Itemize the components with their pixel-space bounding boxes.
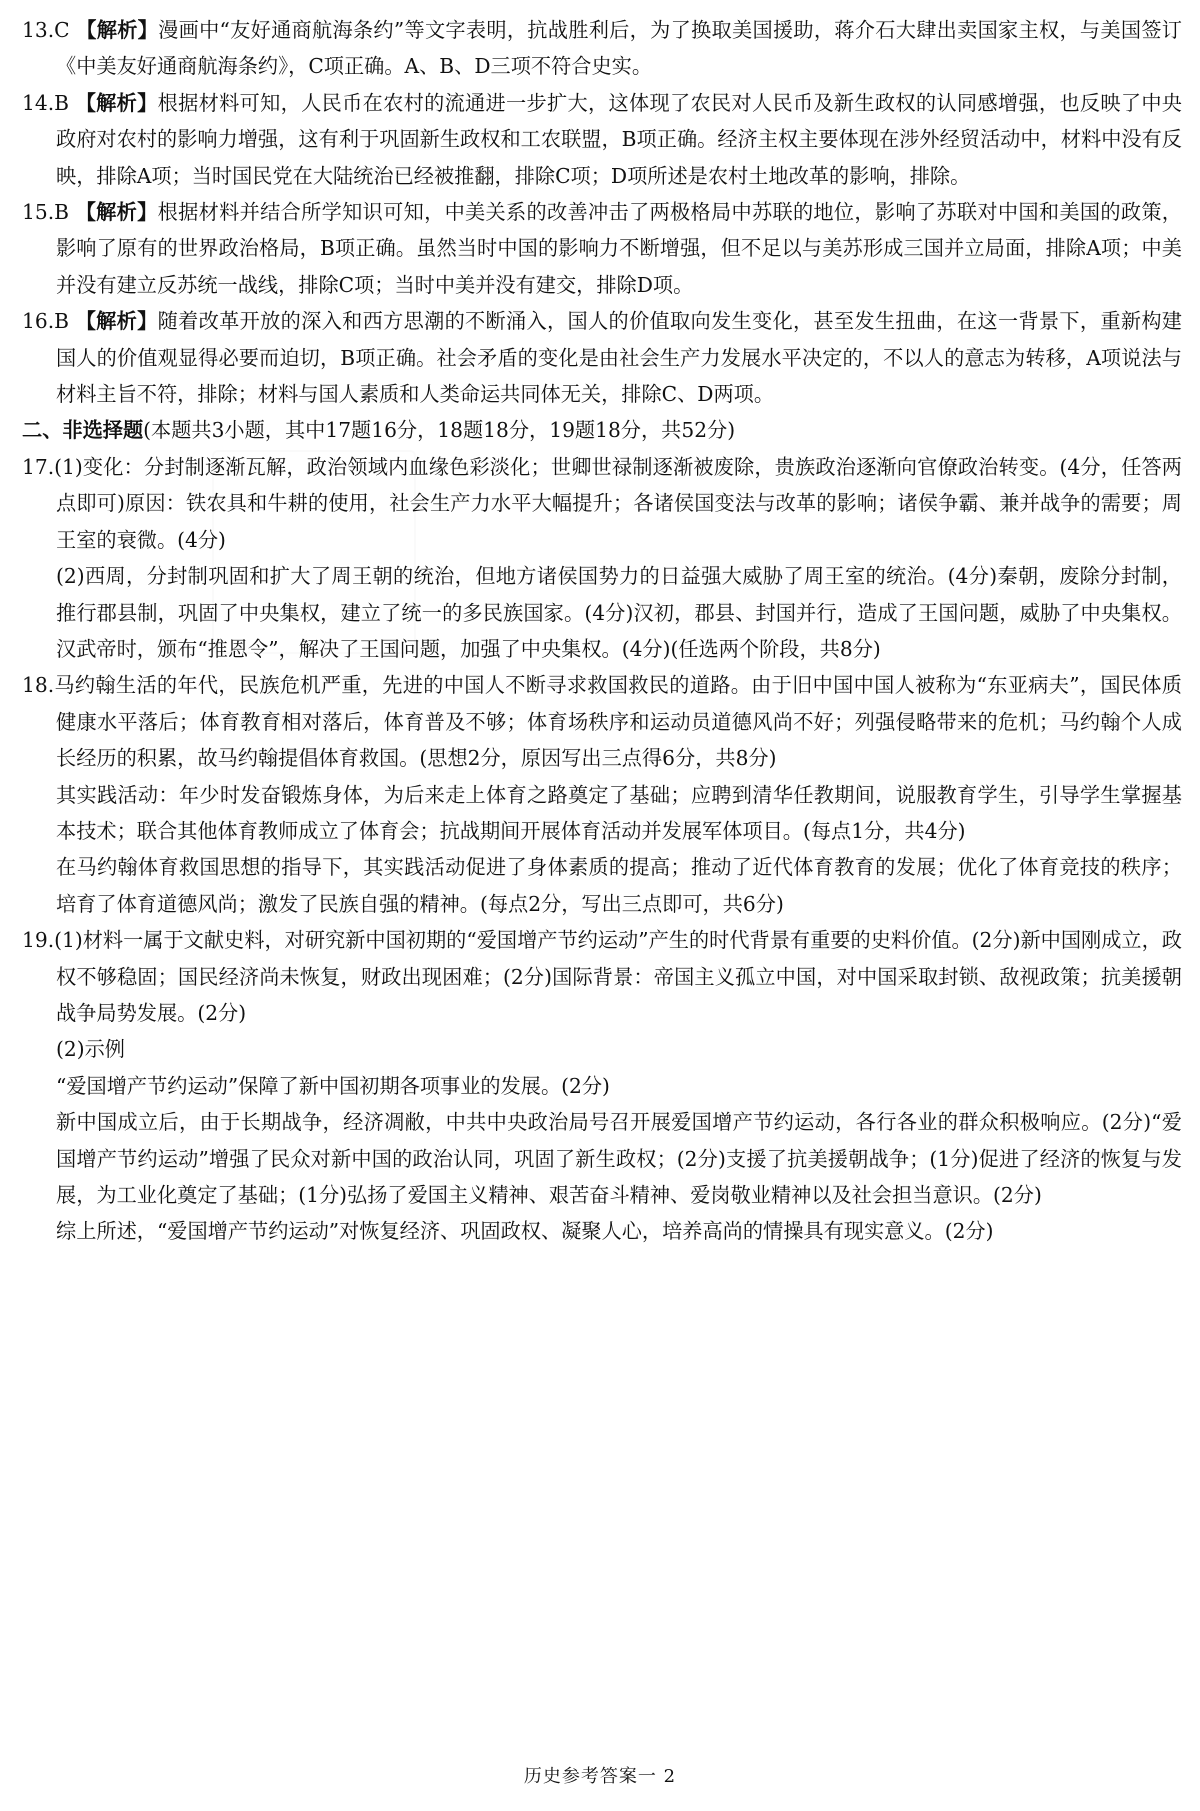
answer-item-13	[22, 12, 1182, 85]
answer-item-17-part-1	[22, 449, 1182, 558]
answer-item-17-part-2: (2)西周，分封制巩固和扩大了周王朝的统治，但地方诸侯国势力的日益强大威胁了周王室的统治。(4分)秦朝，废除分封制，推行郡县制，巩固了中央集权，建立了统一的多民族国家。(4分)汉初，郡县、封国并行，造成了王国问题，威胁了中央集权。汉武帝时，颁布“推恩令”，解决了王国问题，加强了中央集权。(4分)(任选两个阶段，共8分)	[56, 564, 1182, 661]
answer-item-19-part-3: “爱国增产节约运动”保障了新中国初期各项事业的发展。(2分)	[56, 1073, 610, 1098]
item-text: 马约翰生活的年代，民族危机严重，先进的中国人不断寻求救国救民的道路。由于旧中国中国人被称为“东亚病夫”，国民体质健康水平落后；体育教育相对落后，体育普及不够；体育场秩序和运动员道德风尚不好；列强侵略带来的危机；马约翰个人成长经历的积累，故马约翰提倡体育救国。(思想2分，原因写出三点得6分，共8分)	[54, 673, 1182, 771]
analysis-tag: 【解析】	[75, 200, 158, 225]
item-text: 根据材料可知，人民币在农村的流通进一步扩大，这体现了农民对人民币及新生政权的认同感增强，也反映了中央政府对农村的影响力增强，这有利于巩固新生政权和工农联盟，B项正确。经济主权主要体现在涉外经贸活动中，材料中没有反映，排除A项；当时国民党在大陆统治已经被推翻，排除C项；D项所述是农村土地改革的影响，排除。	[56, 90, 1182, 188]
answer-item-15	[22, 194, 1182, 303]
section-heading	[22, 412, 1182, 448]
analysis-tag: 【解析】	[75, 309, 158, 334]
analysis-tag: 【解析】	[75, 90, 158, 115]
answer-item-18-part-3: 在马约翰体育救国思想的指导下，其实践活动促进了身体素质的提高；推动了近代体育教育的发展；优化了体育竞技的秩序；培育了体育道德风尚；激发了民族自强的精神。(每点2分，写出三点即可，共6分)	[56, 855, 1182, 916]
item-text: 随着改革开放的深入和西方思潮的不断涌入，国人的价值取向发生变化，甚至发生扭曲，在这一背景下，重新构建国人的价值观显得必要而迫切，B项正确。社会矛盾的变化是由社会生产力发展水平决定的，不以人的意志为转移，A项说法与材料主旨不符，排除；材料与国人素质和人类命运共同体无关，排除C、D两项。	[56, 309, 1182, 407]
item-text: 根据材料并结合所学知识可知，中美关系的改善冲击了两极格局中苏联的地位，影响了苏联对中国和美国的政策，影响了原有的世界政治格局，B项正确。虽然当时中国的影响力不断增强，但不足以与美苏形成三国并立局面，排除A项；中美并没有建立反苏统一战线，排除C项；当时中美并没有建交，排除D项。	[56, 200, 1182, 297]
analysis-tag: 【解析】	[76, 18, 159, 42]
item-number: 18.	[22, 673, 55, 698]
item-text: 漫画中“友好通商航海条约”等文字表明，抗战胜利后，为了换取美国援助，蒋介石大肆出卖国家主权，与美国签订《中美友好通商航海条约》，C项正确。A、B、D三项不符合史实。	[56, 18, 1182, 79]
item-number: 19.	[22, 928, 55, 953]
item-number: 13.C	[22, 18, 70, 42]
answer-item-18-part-1	[22, 667, 1182, 776]
answer-item-19-part-4: 新中国成立后，由于长期战争，经济凋敝，中共中央政治局号召开展爱国增产节约运动，各行各业的群众积极响应。(2分)“爱国增产节约运动”增强了民众对新中国的政治认同，巩固了新生政权；(2分)支援了抗美援朝战争；(1分)促进了经济的恢复与发展，为工业化奠定了基础；(1分)弘扬了爱国主义精神、艰苦奋斗精神、爱岗敬业精神以及社会担当意识。(2分)	[56, 1110, 1182, 1207]
answer-item-19-part-2: (2)示例	[56, 1037, 125, 1062]
item-number: 14.B	[22, 90, 69, 115]
section-title: 二、非选择题	[22, 418, 144, 443]
answer-item-18-part-2: 其实践活动：年少时发奋锻炼身体，为后来走上体育之路奠定了基础；应聘到清华任教期间，说服教育学生，引导学生掌握基本技术；联合其他体育教师成立了体育会；抗战期间开展体育活动并发展军体项目。(每点1分，共4分)	[56, 782, 1182, 843]
answer-item-19-part-5: 综上所述，“爱国增产节约运动”对恢复经济、巩固政权、凝聚人心，培养高尚的情操具有现实意义。(2分)	[56, 1219, 994, 1244]
page-footer: 历史参考答案一 2	[523, 1766, 677, 1787]
answer-item-14	[22, 85, 1182, 194]
answer-content	[22, 12, 1182, 1250]
item-text: (1)变化：分封制逐渐瓦解，政治领域内血缘色彩淡化；世卿世禄制逐渐被废除，贵族政治逐渐向官僚政治转变。(4分，任答两点即可)原因：铁农具和牛耕的使用，社会生产力水平大幅提升；各诸侯国变法与改革的影响；诸侯争霸、兼并战争的需要；周王室的衰微。(4分)	[54, 454, 1182, 552]
item-number: 16.B	[22, 309, 69, 334]
answer-item-19-part-1	[22, 922, 1182, 1031]
item-number: 17.	[22, 454, 55, 479]
item-text: (1)材料一属于文献史料，对研究新中国初期的“爱国增产节约运动”产生的时代背景有重要的史料价值。(2分)新中国刚成立，政权不够稳固；国民经济尚未恢复，财政出现困难；(2分)国际背景：帝国主义孤立中国，对中国采取封锁、敌视政策；抗美援朝战争局势发展。(2分)	[54, 928, 1182, 1025]
answer-item-16	[22, 303, 1182, 412]
section-note: (本题共3小题，其中17题16分，18题18分，19题18分，共52分)	[143, 418, 736, 443]
item-number: 15.B	[22, 200, 69, 225]
